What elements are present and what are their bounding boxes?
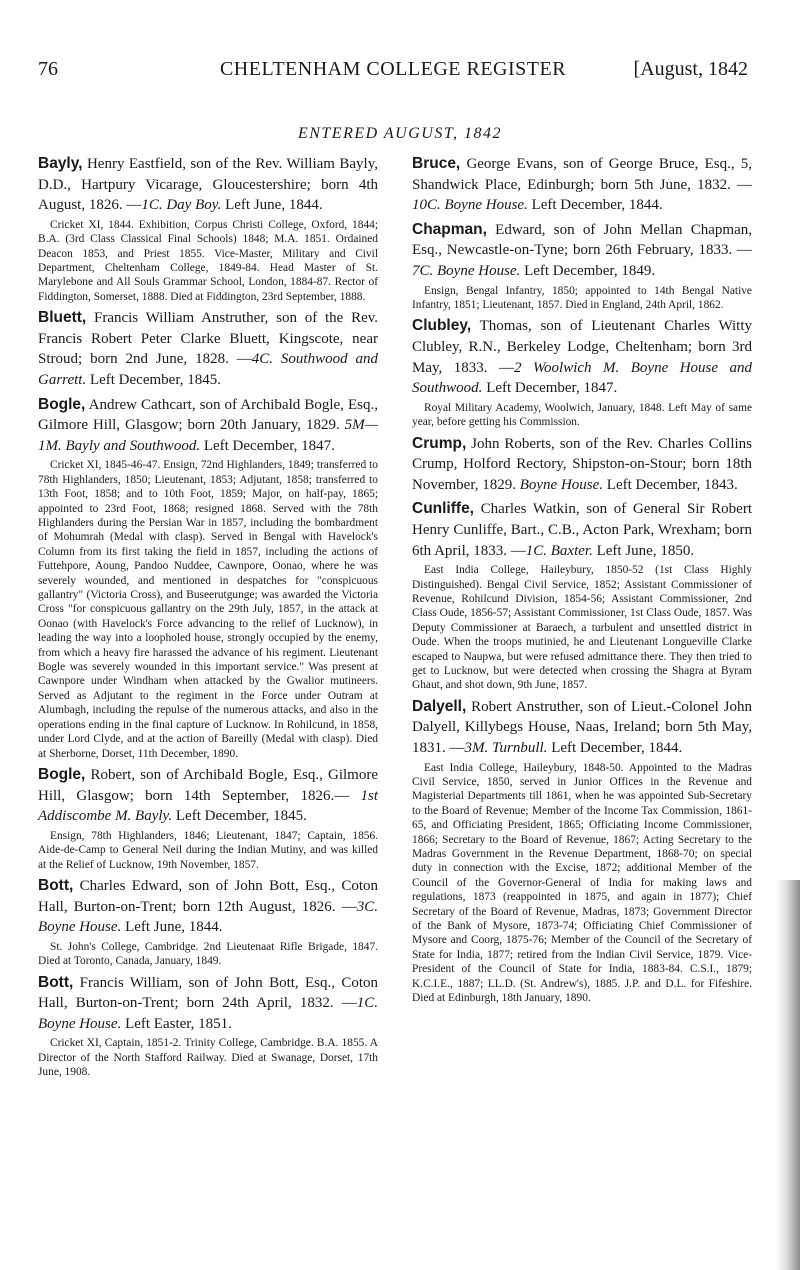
page-number: 76 [38, 58, 58, 80]
entry-house: 4C. Southwood and Garrett. [38, 351, 378, 388]
entry-text: Andrew Cathcart, son of Archibald Bogle, Esq., Gilmore Hill, Glasgow; born 20th January, 1829. [38, 396, 378, 434]
entry-name: Bogle, [38, 395, 86, 413]
entry-left: Left December, 1845. [172, 808, 307, 825]
register-entry [412, 697, 752, 1006]
register-entry [412, 154, 752, 216]
entry-house: 1C. Day Boy. [141, 197, 222, 214]
entry-name: Bluett, [38, 309, 87, 327]
entry-name: Bruce, [412, 155, 461, 172]
entry-left: Left December, 1843. [603, 476, 738, 493]
register-entry [38, 973, 378, 1080]
entry-house: 1C. Boyne House. [38, 995, 378, 1032]
entry-text: Francis William, son of John Bott, Esq., Coton Hall, Burton-on-Trent; born 24th April, 1832. — [38, 974, 379, 1012]
register-entry [412, 316, 752, 429]
page-edge-shadow [776, 880, 800, 1270]
entry-text: John Roberts, son of the Rev. Charles Collins Crump, Holford Rectory, Shipston-on-Stour; born 18th November, 1829. [412, 435, 752, 493]
entry-left: Left June, 1844. [221, 197, 323, 214]
entry-name: Bogle, [38, 765, 86, 783]
entry-text: Henry Eastfield, son of the Rev. William Bayly, D.D., Hartpury Vicarage, Gloucestershire; born 4th August, 1826. — [38, 156, 378, 214]
entry-house: 10C. Boyne House. [412, 197, 528, 214]
entry-details: Ensign, 78th Highlanders, 1846; Lieutenant, 1847; Captain, 1856. Aide-de-Camp to General Neil during the Indian Mutiny, and was killed at the Relief of Lucknow, 19th November, 1857. [38, 829, 378, 871]
entry-details: East India College, Haileybury, 1848-50. Appointed to the Madras Civil Service, 1850, served in Junior Offices in the Revenue and Magisterial Departments till 1861, when he was appointed Sub-Secretary to the Board of Revenue; Member of the Income Tax Commission, 1861-65, and Officiating President, 1865; Officiating Income Commissioner, 1866; Secretary to the Board of Revenue, 1867; Acting Secretary to the Madras Government in the Revenue Department, 1868-70; on special duty in connection with the Excise, 1872; additional Member of the Council of the Governor-General of India for making laws and regulations, 1873 (reappointed in 1875, and again in 1877); Chief Secretary of the Board of Revenue, Madras, 1873; Government Director of the Bank of Mysore, 1873-74; Officiating Chief Commissioner of Mysore and Coorg, 1875-76; Member of the Council of the Secretary of State for India, 1877; retired from the Indian Civil Service, 1879. Vice-President of the Council of State for India, 1883-84. C.S.I., 1879; K.C.I.E., 1887; LL.D. (St. Andrew's), 1885. J.P. and D.L. for Fifeshire. Died at Edinburgh, 18th January, 1890. [412, 761, 752, 1005]
register-entry [38, 308, 378, 390]
entry-name: Bott, [38, 973, 74, 991]
entry-text: Francis William Anstruther, son of the Rev. Francis Robert Peter Clarke Bluett, Kingscote, near Stroud; born 2nd June, 1828. — [38, 310, 379, 368]
entry-house: 3M. Turnbull. [464, 739, 548, 756]
entry-details: Cricket XI, 1844. Exhibition, Corpus Christi College, Oxford, 1844; B.A. (3rd Class Classical Final Schools) 1848; M.A. 1851. Ordained Deacon 1853, and Priest 1855. Vice-Master, Military and Civil Department, Cheltenham College, 1849-84. Head Master of St. Marylebone and All Souls Grammar School, London, 1884-87. Rector of Fiddington, Somerset, 1888. Died at Fiddington, 23rd September, 1888. [38, 218, 378, 303]
entry-left: Left December, 1844. [527, 197, 663, 214]
entry-text: Robert Anstruther, son of Lieut.-Colonel John Dalyell, Killybegs House, Naas, Ireland; born 5th May, 1831. — [412, 698, 752, 756]
entry-left: Left December, 1844. [547, 739, 683, 756]
entry-details: Cricket XI, Captain, 1851-2. Trinity College, Cambridge. B.A. 1855. A Director of the North Stafford Railway. Died at Swanage, Dorset, 17th June, 1908. [38, 1037, 378, 1079]
entry-name: Bott, [38, 876, 74, 894]
entry-details: Cricket XI, 1845-46-47. Ensign, 72nd Highlanders, 1849; transferred to 78th Highlanders, 1850; Lieutenant, 1853; Adjutant, 1858; transferred to 13th Foot, 1858; and to 10th Foot, 1859; Major, on half-pay, 1865; appointed to 23rd Foot, 1868; resigned 1868. Served with the 78th Highlanders during the Persian War in 1857, including the bombardment of Mohumrah (Medal with clasp). Served in Bengal with Havelock's Column from its first taking the field in 1857, including the actions of Futtehpore, Aoung, Pandoo Nuddee, Cawnpore, Oonao, where he was severely wounded, and mentioned in despatches for "conspicuous gallantry" (Victoria Cross), and Buseerutgunge; was awarded the Victoria Cross "for conspicuous gallantry on the 29th July, 1857, in the attack at Oonao (with Havelock's Force advancing to the relief of Lucknow), in leading the way into a loopholed house, strongly occupied by the enemy, from which a heavy fire harassed the advance of his regiment. Lieutenant Bogle was severely wounded in this important service." Was present at Cawnpore under Windham when attacked by the Gwalior mutineers. Served as Adjutant to the regiment in the Force under Outram at Alumbagh, including the repulse of the numerous attacks, and also in the operations ending in the final capture of Lucknow. In Rohilcund, in 1858, under Lord Clyde, and at the action of Bareilly (Medal with clasp). Died at Sherborne, Dorset, 11th December, 1890. [38, 459, 378, 760]
entry-name: Bayly, [38, 155, 83, 172]
section-title: ENTERED AUGUST, 1842 [297, 125, 503, 142]
entry-details: East India College, Haileybury, 1850-52 (1st Class Highly Distinguished). Bengal Civil Service, 1852; Assistant Commissioner of Revenue, Rohilcund Division, 1854-56; Assistant Commissioner, 2nd Class Oude, 1856-57; Assistant Commissioner, 1st Class Oude, 1857. Was Deputy Commissioner at Baraech, a turbulent and unsettled district in Oude. When the troops mutinied, he and Lieutenant Longueville Clarke escaped to Naupwa, but were refused admittance there. They then tried to get to Lucknow, but were detected when crossing the Shagra at Byram Ghaut, and shot down, 9th June, 1857. [412, 564, 752, 692]
entry-house: 5M—1M. Bayly and Southwood. [38, 417, 378, 454]
register-entry [38, 765, 378, 872]
entry-name: Dalyell, [412, 697, 467, 715]
entry-left: Left June, 1844. [121, 919, 223, 936]
right-column [412, 154, 752, 1009]
entry-house: 3C. Boyne House. [38, 898, 378, 936]
entry-details: Ensign, Bengal Infantry, 1850; appointed to 14th Bengal Native Infantry, 1851; Lieutenant, 1857. Died in England, 24th April, 1862. [412, 284, 752, 311]
register-entry [38, 395, 378, 761]
running-title: CHELTENHAM COLLEGE REGISTER [219, 58, 567, 80]
register-entry [412, 434, 752, 496]
entry-text: Edward, son of John Mellan Chapman, Esq., Newcastle-on-Tyne; born 26th February, 1833. — [412, 221, 753, 259]
entry-left: Left June, 1850. [592, 542, 695, 559]
entry-text: Charles Watkin, son of General Sir Robert Henry Cunliffe, Bart., C.B., Acton Park, Wrexham; born 6th April, 1833. — [412, 501, 753, 559]
entry-details: St. John's College, Cambridge. 2nd Lieutenaat Rifle Brigade, 1847. Died at Toronto, Canada, January, 1849. [38, 940, 378, 968]
page-header [38, 58, 748, 98]
entry-left: Left December, 1847. [200, 437, 335, 454]
entry-name: Chapman, [412, 220, 487, 238]
entry-text: Thomas, son of Lieutenant Charles Witty Clubley, R.N., Berkeley Lodge, Cheltenham; born 3rd May, 1833. — [412, 318, 753, 376]
entry-house: 2 Woolwich M. Boyne House and Southwood. [412, 359, 752, 397]
register-entry [38, 876, 378, 969]
entry-house: Boyne House. [519, 476, 604, 493]
entry-text: Charles Edward, son of John Bott, Esq., Coton Hall, Burton-on-Trent; born 12th August, 1826. — [38, 877, 379, 915]
entry-name: Cunliffe, [412, 500, 474, 518]
entry-house: 7C. Boyne House. [412, 262, 521, 279]
entry-text: George Evans, son of George Bruce, Esq., 5, Shandwick Place, Edinburgh; born 5th June, 1832. — [412, 156, 752, 193]
entry-name: Clubley, [412, 317, 472, 335]
entry-left: Left December, 1849. [520, 262, 656, 279]
entry-left: Left Easter, 1851. [121, 1015, 232, 1032]
register-entry [38, 154, 378, 304]
month-bracket: [August, 1842 [633, 58, 748, 80]
entry-left: Left December, 1845. [86, 372, 221, 388]
entry-house: 1C. Baxter. [525, 542, 593, 559]
left-column [38, 154, 378, 1084]
entry-text: Robert, son of Archibald Bogle, Esq., Gilmore Hill, Glasgow; born 14th September, 1826.— [38, 766, 378, 804]
entry-details: Royal Military Academy, Woolwich, January, 1848. Left May of same year, before getting his Commission. [412, 401, 752, 429]
entry-left: Left December, 1847. [482, 380, 618, 397]
entry-house: 1st Addiscombe M. Bayly. [38, 787, 378, 825]
entry-name: Crump, [412, 434, 467, 452]
register-entry [412, 220, 752, 313]
register-entry [412, 499, 752, 692]
